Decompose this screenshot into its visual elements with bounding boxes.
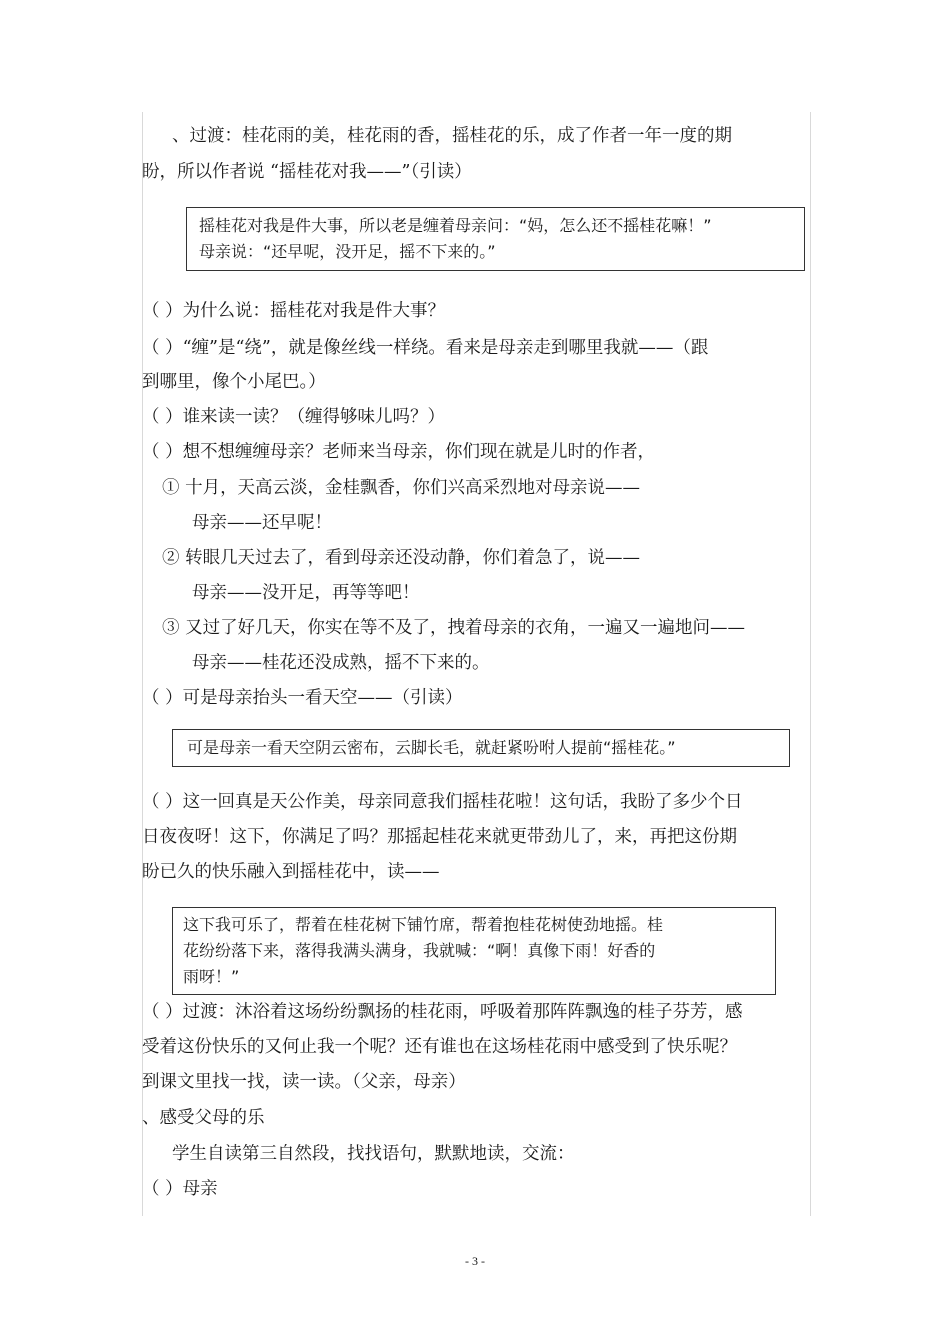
quote-line: 可是母亲一看天空阴云密布，云脚长毛，就赶紧吩咐人提前“摇桂花。” xyxy=(187,738,676,757)
question-line-cont: 到哪里，像个小尾巴。） xyxy=(142,372,326,392)
quote-box-2 xyxy=(172,729,790,767)
step-2: ② 转眼几天过去了，看到母亲还没动静，你们着急了，说—— xyxy=(162,548,641,568)
question-line: （ ）这一回真是天公作美，母亲同意我们摇桂花啦！这句话，我盼了多少个日 xyxy=(142,792,743,812)
quote-box-3 xyxy=(172,907,776,995)
step-1: ① 十月，天高云淡，金桂飘香，你们兴高采烈地对母亲说—— xyxy=(162,478,641,498)
step-3: ③ 又过了好几天，你实在等不及了，拽着母亲的衣角，一遍又一遍地问—— xyxy=(162,618,746,638)
step-2-response: 母亲——没开足，再等等吧！ xyxy=(192,583,420,603)
quote-line: 雨呀！” xyxy=(183,967,240,986)
question-line-cont: 盼已久的快乐融入到摇桂花中，读—— xyxy=(142,862,440,882)
quote-line: 母亲说：“还早呢，没开足，摇不下来的。” xyxy=(199,242,496,261)
quote-line: 这下我可乐了，帮着在桂花树下铺竹席，帮着抱桂花树使劲地摇。桂 xyxy=(183,915,664,934)
page-number: - 3 - xyxy=(465,1254,485,1268)
quote-line: 花纷纷落下来，落得我满头满身，我就喊：“啊！真像下雨！好香的 xyxy=(183,941,656,960)
paragraph-transition-cont: 盼，所以作者说 “摇桂花对我——”（引读） xyxy=(142,162,472,182)
question-line: （ ）母亲 xyxy=(142,1179,218,1199)
question-line: （ ）“缠”是“绕”，就是像丝线一样绕。看来是母亲走到哪里我就——（跟 xyxy=(142,338,709,358)
paragraph-transition: 、过渡：桂花雨的美，桂花雨的香，摇桂花的乐，成了作者一年一度的期 xyxy=(172,126,732,146)
quote-line: 摇桂花对我是件大事，所以老是缠着母亲问：“妈，怎么还不摇桂花嘛！” xyxy=(199,216,712,235)
step-3-response: 母亲——桂花还没成熟，摇不下来的。 xyxy=(192,653,490,673)
question-line: （ ）谁来读一读？（缠得够味儿吗？） xyxy=(142,407,446,427)
question-line: （ ）为什么说：摇桂花对我是件大事？ xyxy=(142,301,446,321)
section-heading: 、感受父母的乐 xyxy=(142,1108,265,1128)
paragraph: 学生自读第三自然段，找找语句，默默地读，交流： xyxy=(172,1144,575,1164)
question-line-cont: 到课文里找一找，读一读。（父亲，母亲） xyxy=(142,1072,466,1092)
question-line: （ ）可是母亲抬头一看天空——（引读） xyxy=(142,688,463,708)
question-line: （ ）过渡：沐浴着这场纷纷飘扬的桂花雨，呼吸着那阵阵飘逸的桂子芬芳，感 xyxy=(142,1002,743,1022)
question-line: （ ）想不想缠缠母亲？老师来当母亲，你们现在就是儿时的作者， xyxy=(142,442,656,462)
step-1-response: 母亲——还早呢！ xyxy=(192,513,332,533)
question-line-cont: 日夜夜呀！这下，你满足了吗？那摇起桂花来就更带劲儿了，来，再把这份期 xyxy=(142,827,737,847)
question-line-cont: 受着这份快乐的又何止我一个呢？还有谁也在这场桂花雨中感受到了快乐呢？ xyxy=(142,1037,737,1057)
quote-box-1 xyxy=(186,207,805,271)
